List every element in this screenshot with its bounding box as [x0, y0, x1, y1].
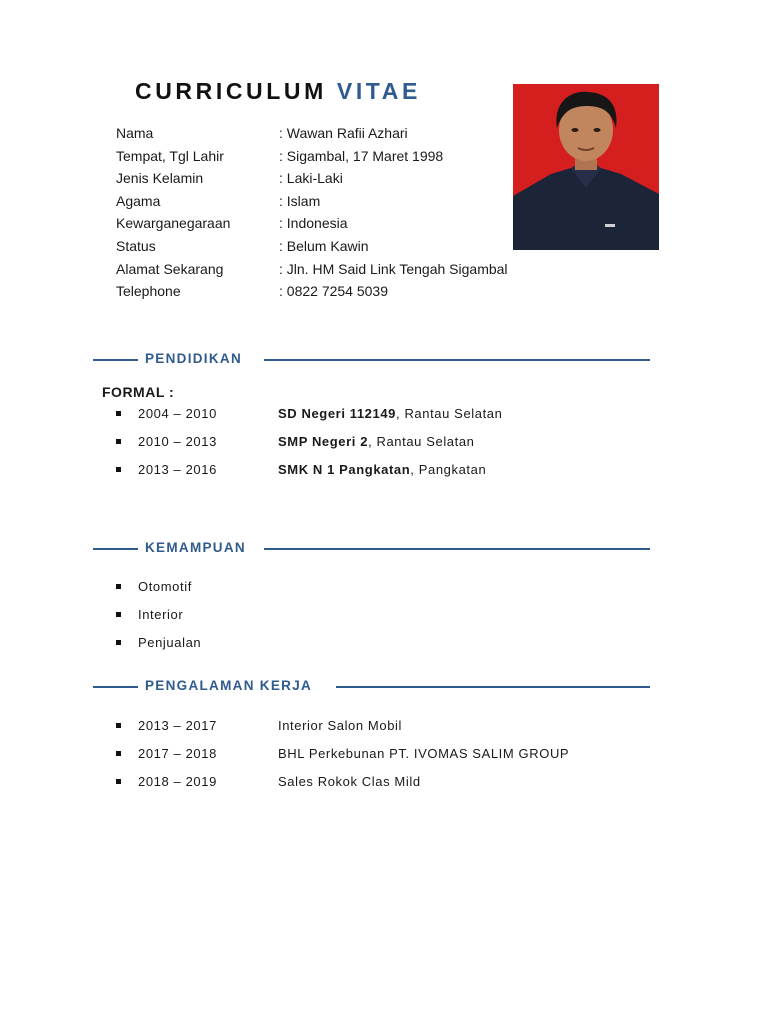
skill-label: Otomotif — [138, 579, 192, 594]
school-name: SMK N 1 Pangkatan — [278, 462, 411, 477]
skill-label: Penjualan — [138, 635, 202, 650]
education-desc — [278, 462, 486, 478]
profile-photo — [513, 84, 659, 250]
school-place: , Rantau Selatan — [368, 434, 475, 449]
info-label: Telephone — [116, 283, 181, 300]
school-place: , Pangkatan — [410, 462, 487, 477]
bullet-icon — [116, 640, 121, 645]
bullet-icon — [116, 467, 121, 472]
info-row-kewarganegaraan — [116, 214, 508, 237]
education-years: 2004 – 2010 — [138, 406, 217, 421]
bullet-icon — [116, 411, 121, 416]
info-row-agama — [116, 192, 508, 215]
info-value: : Laki-Laki — [279, 170, 343, 187]
info-label: Jenis Kelamin — [116, 170, 204, 187]
info-label: Agama — [116, 192, 161, 209]
school-place: , Rantau Selatan — [396, 406, 503, 421]
info-row-jenis-kelamin — [116, 169, 508, 192]
cv-title-accent: VITAE — [336, 78, 421, 104]
section-heading-pengalaman-kerja — [93, 678, 650, 696]
education-desc — [278, 434, 475, 450]
cv-title — [135, 78, 421, 105]
info-value: : Jln. HM Said Link Tengah Sigambal — [279, 260, 508, 277]
school-name: SD Negeri 112149 — [278, 406, 397, 421]
education-years: 2010 – 2013 — [138, 434, 217, 449]
education-desc — [278, 406, 502, 422]
info-value: : Indonesia — [279, 215, 348, 232]
experience-desc: Interior Salon Mobil — [278, 718, 402, 733]
bullet-icon — [116, 612, 121, 617]
school-name: SMP Negeri 2 — [278, 434, 369, 449]
info-value: : Islam — [279, 192, 321, 209]
bullet-icon — [116, 779, 121, 784]
info-row-status — [116, 237, 508, 260]
info-label: Tempat, Tgl Lahir — [116, 147, 224, 164]
profile-photo-illustration — [513, 84, 659, 250]
section-heading-pendidikan — [93, 351, 650, 369]
heading-rule — [336, 686, 650, 688]
section-label: KEMAMPUAN — [145, 540, 246, 555]
bullet-icon — [116, 439, 121, 444]
bullet-icon — [116, 723, 121, 728]
info-value: : 0822 7254 5039 — [279, 283, 388, 300]
info-row-alamat — [116, 260, 508, 283]
heading-rule — [264, 359, 650, 361]
info-label: Nama — [116, 125, 154, 141]
education-years: 2013 – 2016 — [138, 462, 217, 477]
experience-years: 2017 – 2018 — [138, 746, 217, 761]
info-row-tempat-tgl-lahir — [116, 147, 508, 170]
info-row-nama — [116, 124, 508, 147]
info-value: : Sigambal, 17 Maret 1998 — [279, 147, 444, 164]
formal-label: FORMAL : — [102, 384, 175, 400]
section-label: PENDIDIKAN — [145, 351, 243, 366]
heading-rule — [93, 359, 138, 361]
section-label: PENGALAMAN KERJA — [145, 678, 313, 693]
cv-title-main: CURRICULUM — [135, 78, 327, 104]
info-label: Status — [116, 237, 156, 254]
experience-years: 2013 – 2017 — [138, 718, 217, 733]
heading-rule — [93, 686, 138, 688]
bullet-icon — [116, 751, 121, 756]
bullet-icon — [116, 584, 121, 589]
info-value: : Wawan Rafii Azhari — [279, 125, 408, 141]
personal-info — [116, 124, 508, 305]
heading-rule — [264, 548, 650, 550]
info-row-telephone — [116, 282, 508, 305]
experience-desc: BHL Perkebunan PT. IVOMAS SALIM GROUP — [278, 746, 570, 761]
heading-rule — [93, 548, 138, 550]
info-value: : Belum Kawin — [279, 237, 369, 254]
section-heading-kemampuan — [93, 540, 650, 558]
info-label: Kewarganegaraan — [116, 215, 231, 232]
experience-years: 2018 – 2019 — [138, 774, 217, 789]
skill-label: Interior — [138, 607, 184, 622]
experience-desc: Sales Rokok Clas Mild — [278, 774, 421, 789]
info-label: Alamat Sekarang — [116, 260, 224, 277]
